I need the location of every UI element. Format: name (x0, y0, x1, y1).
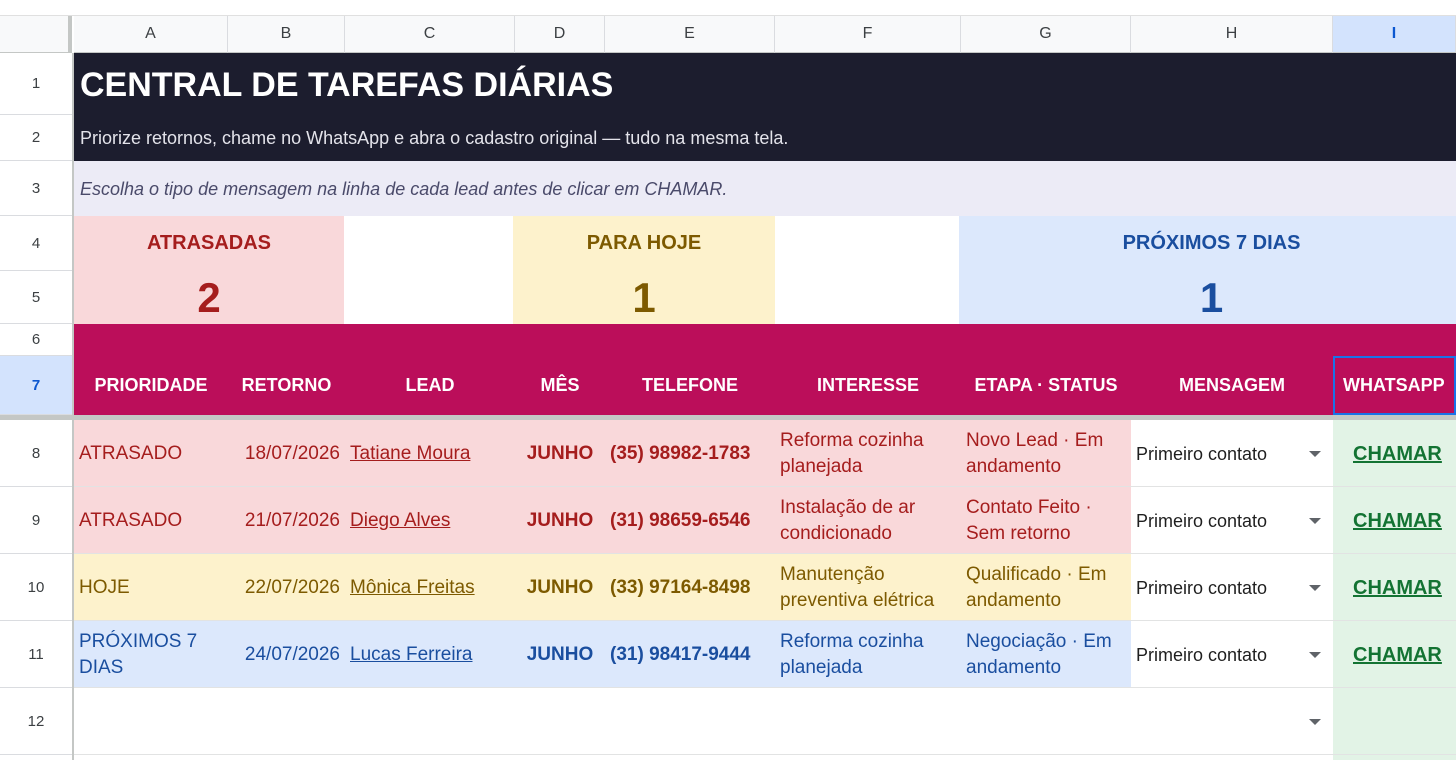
whatsapp-cell (1333, 554, 1456, 621)
cell-prioridade[interactable]: ATRASADO (79, 442, 183, 464)
cell-prioridade[interactable]: HOJE (79, 576, 130, 598)
column-header-d[interactable]: D (515, 16, 605, 53)
header-whatsapp[interactable] (1333, 356, 1456, 415)
row-header-8[interactable]: 8 (0, 420, 72, 487)
cell-retorno[interactable]: 24/07/2026 (244, 643, 340, 665)
lead-link[interactable]: Mônica Freitas (350, 576, 475, 598)
cell-telefone[interactable]: (31) 98417-9444 (610, 643, 751, 665)
whatsapp-cell (1333, 420, 1456, 487)
row-header-12[interactable]: 12 (0, 688, 72, 755)
chamar-link[interactable]: CHAMAR (1353, 576, 1442, 599)
row-header-2[interactable]: 2 (0, 115, 72, 161)
dropdown-arrow-icon[interactable] (1309, 585, 1321, 591)
mensagem-value: Primeiro contato (1136, 510, 1268, 531)
whatsapp-cell (1333, 621, 1456, 688)
mensagem-dropdown[interactable] (1131, 420, 1333, 487)
cell-etapa-status[interactable]: Novo Lead · Em andamento (966, 429, 1104, 477)
chamar-link[interactable]: CHAMAR (1353, 442, 1442, 465)
cell-telefone[interactable]: (33) 97164-8498 (610, 576, 751, 598)
column-header-c[interactable]: C (345, 16, 515, 53)
kpi-proximos-label: PRÓXIMOS 7 DIAS (1122, 232, 1301, 254)
lead-link[interactable]: Tatiane Moura (350, 442, 471, 464)
cell-interesse[interactable]: Reforma cozinha planejada (780, 429, 924, 477)
select-all-corner[interactable] (0, 16, 72, 53)
dropdown-arrow-icon[interactable] (1309, 719, 1321, 725)
column-header-e[interactable]: E (605, 16, 775, 53)
cell-mes[interactable]: JUNHO (526, 442, 594, 464)
cell-telefone[interactable]: (31) 98659-6546 (610, 509, 751, 531)
header-telefone[interactable]: TELEFONE (641, 375, 738, 395)
cell-retorno[interactable]: 21/07/2026 (244, 509, 340, 531)
kpi-proximos-value: 1 (1199, 273, 1224, 321)
cell-mes[interactable]: JUNHO (526, 643, 594, 665)
cell-retorno[interactable]: 18/07/2026 (244, 442, 340, 464)
page-subtitle: Priorize retornos, chame no WhatsApp e abra o cadastro original — tudo na mesma tela. (80, 128, 789, 148)
row-header-4[interactable]: 4 (0, 216, 72, 271)
cell-prioridade[interactable]: ATRASADO (79, 509, 183, 531)
header-retorno[interactable]: RETORNO (241, 375, 332, 395)
kpi-hoje-label: PARA HOJE (586, 232, 702, 254)
header-interesse[interactable]: INTERESSE (816, 375, 920, 395)
cell-lead[interactable] (345, 487, 515, 554)
mensagem-value: Primeiro contato (1136, 644, 1268, 665)
cell-lead[interactable] (345, 420, 515, 487)
row-header-3[interactable]: 3 (0, 161, 72, 216)
mensagem-dropdown-empty[interactable] (1131, 688, 1333, 755)
header-mes[interactable]: MÊS (540, 375, 580, 395)
column-header-f[interactable]: F (775, 16, 961, 53)
lead-link[interactable]: Diego Alves (350, 509, 451, 531)
row-header-9[interactable]: 9 (0, 487, 72, 554)
whatsapp-cell-empty (1333, 688, 1456, 760)
kpi-atrasadas-label: ATRASADAS (146, 232, 272, 254)
chamar-link[interactable]: CHAMAR (1353, 643, 1442, 666)
instruction-text: Escolha o tipo de mensagem na linha de cada lead antes de clicar em CHAMAR. (80, 179, 728, 199)
header-prioridade[interactable]: PRIORIDADE (94, 375, 208, 395)
cell-prioridade[interactable]: PRÓXIMOS 7 DIAS (79, 630, 198, 678)
cell-etapa-status[interactable]: Negociação · Em andamento (966, 630, 1112, 678)
cell-mes[interactable]: JUNHO (526, 509, 594, 531)
header-whatsapp-label: WHATSAPP (1343, 375, 1445, 395)
cell-lead[interactable] (345, 554, 515, 621)
dropdown-arrow-icon[interactable] (1309, 518, 1321, 524)
cell-etapa-status[interactable]: Qualificado · Em andamento (966, 563, 1107, 611)
cell-telefone[interactable]: (35) 98982-1783 (610, 442, 751, 464)
cell-interesse[interactable]: Manutenção preventiva elétrica (780, 563, 935, 611)
mensagem-dropdown[interactable] (1131, 621, 1333, 688)
lead-link[interactable]: Lucas Ferreira (350, 643, 473, 665)
row-header-1[interactable]: 1 (0, 53, 72, 115)
row-header-10[interactable]: 10 (0, 554, 72, 621)
mensagem-value: Primeiro contato (1136, 443, 1268, 464)
cell-lead[interactable] (345, 621, 515, 688)
mensagem-value: Primeiro contato (1136, 577, 1268, 598)
column-header-a[interactable]: A (74, 16, 228, 53)
dropdown-arrow-icon[interactable] (1309, 652, 1321, 658)
dropdown-arrow-icon[interactable] (1309, 451, 1321, 457)
kpi-hoje-value: 1 (632, 273, 656, 321)
row-header-6[interactable]: 6 (0, 324, 72, 356)
cell-interesse[interactable]: Reforma cozinha planejada (780, 630, 924, 678)
mensagem-dropdown[interactable] (1131, 554, 1333, 621)
cell-mes[interactable]: JUNHO (526, 576, 594, 598)
column-header-b[interactable]: B (228, 16, 345, 53)
header-mensagem[interactable]: MENSAGEM (1178, 375, 1285, 395)
row-header-5[interactable]: 5 (0, 271, 72, 324)
row-header-11[interactable]: 11 (0, 621, 72, 688)
chamar-link[interactable]: CHAMAR (1353, 509, 1442, 532)
row-header-7[interactable]: 7 (0, 356, 72, 415)
toolbar-strip (0, 0, 1456, 16)
cell-retorno[interactable]: 22/07/2026 (244, 576, 340, 598)
header-lead[interactable]: LEAD (405, 375, 455, 395)
page-title: CENTRAL DE TAREFAS DIÁRIAS (80, 66, 614, 104)
column-header-h[interactable]: H (1131, 16, 1333, 53)
column-header-i[interactable]: I (1333, 16, 1456, 53)
mensagem-dropdown[interactable] (1131, 487, 1333, 554)
cell-etapa-status[interactable]: Contato Feito · Sem retorno (966, 496, 1092, 544)
cell-interesse[interactable]: Instalação de ar condicionado (780, 496, 916, 544)
kpi-atrasadas-value: 2 (197, 273, 221, 321)
column-header-g[interactable]: G (961, 16, 1131, 53)
row-divider (74, 754, 1456, 755)
header-etapa-status[interactable]: ETAPA · STATUS (974, 375, 1118, 395)
whatsapp-cell (1333, 487, 1456, 554)
